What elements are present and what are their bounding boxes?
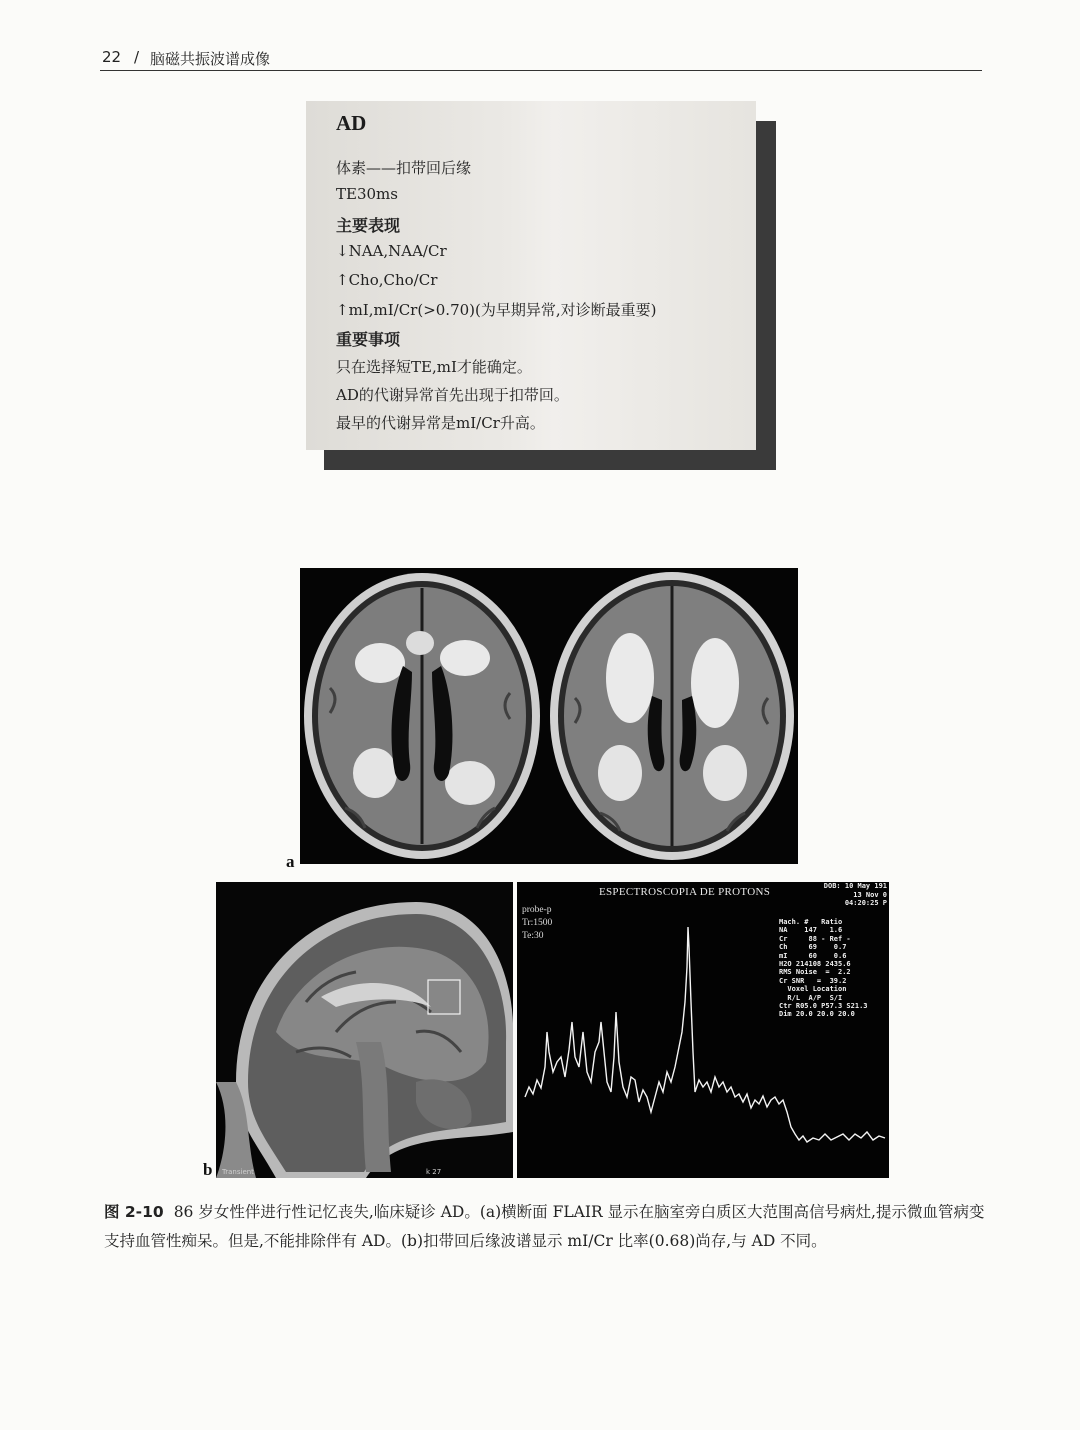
- summary-line: TE30ms: [336, 185, 398, 203]
- summary-line: 体素——扣带回后缘: [336, 159, 472, 177]
- panel-label-a: a: [286, 852, 295, 871]
- axial-slice-left: [304, 573, 540, 859]
- metabolite-row: Ch 69 0.7: [779, 943, 847, 952]
- metabolite-row: Dim 20.0 20.0 20.0: [779, 1010, 855, 1019]
- summary-heading: 主要表现: [336, 216, 401, 235]
- scan-info-date: 13 Nov 0: [853, 890, 887, 899]
- metabolite-row: R/L A/P S/I: [779, 993, 843, 1002]
- summary-line: 只在选择短TE,mI才能确定。: [336, 358, 532, 376]
- scan-info: [779, 882, 887, 908]
- summary-heading: 重要事项: [336, 330, 401, 349]
- axial-flair-panel: [300, 568, 798, 864]
- summary-line: ↑mI,mI/Cr(>0.70)(为早期异常,对诊断最重要): [336, 301, 657, 319]
- metabolite-row: Cr SNR = 39.2: [779, 976, 847, 985]
- metabolite-row: mI 60 0.6: [779, 951, 847, 960]
- summary-line: 最早的代谢异常是mI/Cr升高。: [336, 414, 545, 432]
- panel-label-b: b: [203, 1160, 213, 1179]
- metabolite-row: NA 147 1.6: [779, 926, 843, 935]
- figure-label: 图 2-10: [104, 1203, 164, 1221]
- metabolite-row: Mach. # Ratio: [779, 918, 843, 926]
- spectrum-title: ESPECTROSCOPIA DE PROTONS: [599, 886, 771, 898]
- scan-info-dob: DOB: 10 May 191: [823, 882, 887, 890]
- metabolite-row: Voxel Location: [779, 985, 847, 994]
- axial-mri-image: [300, 568, 798, 864]
- metabolite-row: Cr 88 - Ref -: [779, 934, 851, 943]
- metabolite-row: Ctr R05.0 P57.3 S21.3: [779, 1002, 868, 1011]
- summary-box-title: AD: [336, 111, 367, 135]
- figure-caption: [104, 1198, 988, 1256]
- summary-box: [306, 101, 756, 450]
- page-number: 22: [102, 48, 122, 66]
- sagittal-mri-image: [216, 882, 513, 1178]
- sagittal-footer-right: k 27: [426, 1168, 442, 1176]
- sagittal-footer-left: Transient: [222, 1168, 254, 1176]
- spectrum-panel: [517, 882, 889, 1178]
- metabolite-table: [779, 918, 889, 1019]
- spectrum-param-te: Te:30: [522, 931, 544, 941]
- spectrum-param-probe: probe-p: [522, 905, 552, 915]
- sagittal-t1-panel: [216, 882, 513, 1178]
- scan-info-time: 04:20:25 P: [844, 899, 887, 908]
- running-header: [100, 46, 982, 71]
- summary-line: ↓NAA,NAA/Cr: [336, 242, 447, 260]
- summary-line: ↑Cho,Cho/Cr: [336, 271, 438, 289]
- book-title: 脑磁共振波谱成像: [150, 50, 271, 68]
- spectrum-param-tr: Tr:1500: [522, 918, 553, 928]
- summary-line: AD的代谢异常首先出现于扣带回。: [336, 386, 569, 404]
- metabolite-row: RMS Noise = 2.2: [779, 968, 851, 977]
- caption-text: 86 岁女性伴进行性记忆丧失,临床疑诊 AD。(a)横断面 FLAIR 显示在脑室旁白质区大范围高信号病灶,提示微血管病变支持血管性痴呆。但是,不能排除伴有 AD。(b)扣带回后缘波谱显示 mI/Cr 比率(0.68)尚存,与 AD 不同。: [104, 1203, 985, 1250]
- spectrum-params: [522, 904, 552, 943]
- metabolite-row: H2O 214108 2435.6: [779, 960, 851, 969]
- header-separator: /: [134, 48, 140, 66]
- axial-slice-right: [550, 572, 794, 860]
